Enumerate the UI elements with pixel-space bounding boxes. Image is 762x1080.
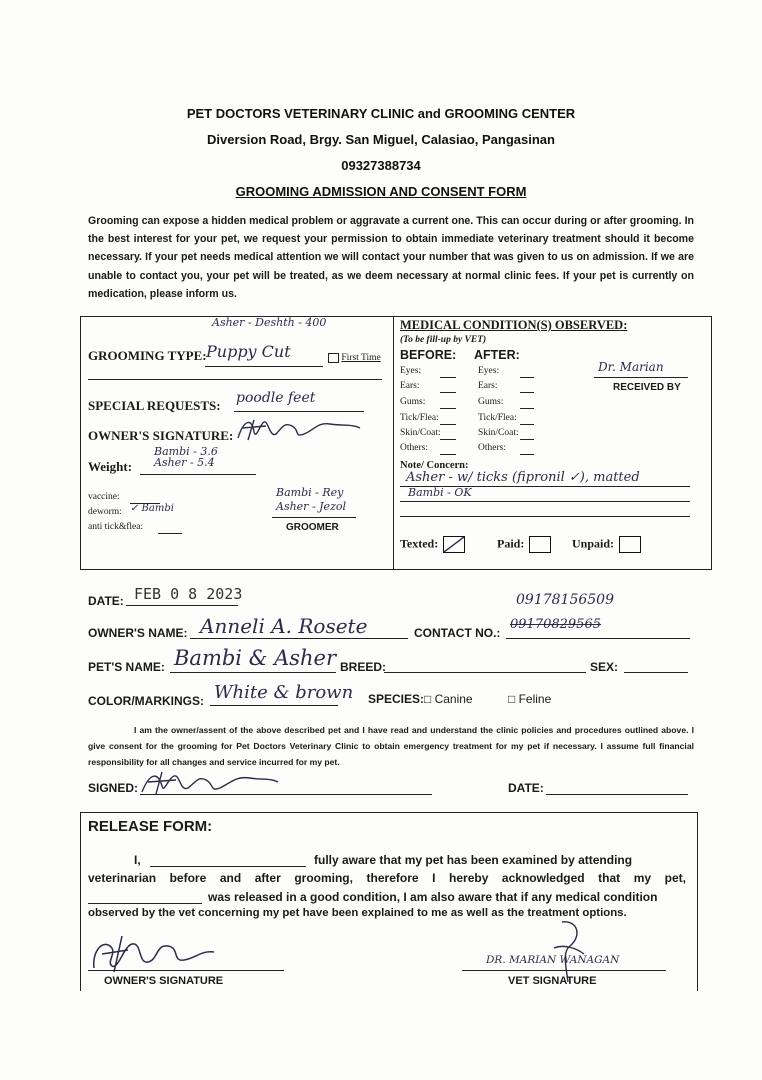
species-label: SPECIES: (368, 692, 425, 706)
clinic-phone: 09327388734 (341, 158, 421, 173)
special-requests-label: SPECIAL REQUESTS: (88, 398, 221, 413)
contact-value[interactable]: 09178156509 (516, 592, 614, 608)
deworm-value: ✓ Bambi (130, 503, 174, 514)
medical-title: MEDICAL CONDITION(S) OBSERVED: (400, 318, 628, 332)
owner-release-sig-line (88, 970, 284, 971)
signed-date-label: DATE: (508, 781, 544, 795)
after-item: Gums: (478, 397, 504, 407)
before-label: BEFORE: (400, 348, 457, 362)
groomer-label: GROOMER (286, 522, 339, 533)
note-line1: Asher - w/ ticks (fipronil ✓), matted (406, 470, 640, 485)
vet-sig-line (462, 970, 666, 971)
grooming-type-line (205, 366, 323, 367)
after-item-line[interactable] (520, 377, 534, 378)
release-text-3: was released in a good condition, I am also aware that if any medical condition (208, 890, 658, 904)
weight-asher: Asher - 5.4 (154, 456, 215, 469)
after-item-line[interactable] (520, 392, 534, 393)
contact-line (506, 638, 690, 639)
weight-line (140, 474, 256, 475)
grooming-extra-line (88, 379, 382, 380)
before-item: Eyes: (400, 366, 422, 376)
signed-line (140, 794, 432, 795)
after-item: Tick/Flea: (478, 413, 517, 423)
contact-struck-value: 09170829565 (510, 617, 601, 632)
owner-release-sig-label: OWNER'S SIGNATURE (104, 975, 224, 987)
sex-line (624, 672, 688, 673)
breed-line (384, 672, 586, 673)
color-label: COLOR/MARKINGS: (88, 694, 204, 708)
sex-label: SEX: (590, 660, 619, 674)
top-handwritten-note: Asher - Deshth - 400 (212, 316, 327, 329)
release-pet-line (88, 903, 202, 904)
color-value[interactable]: White & brown (214, 682, 354, 703)
release-text-4: observed by the vet concerning my pet have been explained to me as well as the treatment options. (88, 907, 627, 919)
vet-name-release: DR. MARIAN WANAGAN (486, 954, 620, 966)
box-divider (393, 316, 394, 569)
after-item: Others: (478, 443, 506, 453)
owner-name-label: OWNER'S NAME: (88, 626, 188, 640)
after-item: Skin/Coat: (478, 428, 519, 438)
owner-signature-top (234, 414, 364, 444)
paid-label: Paid: (497, 536, 525, 551)
pet-name-line (170, 672, 336, 673)
after-item-line[interactable] (520, 424, 534, 425)
clinic-address: Diversion Road, Brgy. San Miguel, Calasiao, Pangasinan (207, 132, 555, 147)
note-line2: Bambi - OK (408, 486, 472, 499)
after-item: Ears: (478, 381, 498, 391)
vaccine-label: vaccine: (88, 492, 120, 502)
before-item: Tick/Flea: (400, 413, 439, 423)
first-time-checkbox[interactable] (328, 353, 339, 363)
unpaid-label: Unpaid: (572, 536, 615, 551)
consent-paragraph: I am the owner/assent of the above described pet and I have read and understand the clinic policies and procedures outlined above. I give consent for the grooming for Pet Doctors Veterinary Clinic to obtain emergency treatment for my pet if necessary. I assume full financial responsibility for all changes and service incurred for my pet. (88, 725, 694, 767)
after-label: AFTER: (474, 348, 520, 362)
after-item: Eyes: (478, 366, 500, 376)
grooming-type-value[interactable]: Puppy Cut (206, 342, 291, 361)
grooming-type-label: GROOMING TYPE: (88, 348, 207, 363)
pet-name-value[interactable]: Bambi & Asher (174, 646, 337, 670)
vet-name-top: Dr. Marian (598, 360, 664, 374)
note-rule-2 (400, 501, 690, 502)
owner-name-value[interactable]: Anneli A. Rosete (200, 614, 368, 638)
anti-tick-label: anti tick&flea: (88, 522, 144, 532)
release-i-label: I, (134, 853, 141, 867)
special-requests-value[interactable]: poodle feet (236, 390, 316, 406)
before-item-line[interactable] (440, 454, 456, 455)
medical-subtitle: (To be fill-up by VET) (400, 335, 487, 345)
before-item-line[interactable] (440, 424, 456, 425)
release-text-1: fully aware that my pet has been examined by attending (314, 853, 633, 867)
feline-option[interactable]: □ Feline (508, 692, 552, 706)
color-line (210, 705, 338, 706)
paid-checkbox[interactable] (529, 536, 551, 553)
signed-label: SIGNED: (88, 781, 139, 795)
contact-label: CONTACT NO.: (414, 626, 501, 640)
signed-date-line (546, 794, 688, 795)
paid-option[interactable] (497, 536, 551, 553)
note-label: Note/ Concern: (400, 460, 469, 471)
special-requests-line (234, 411, 364, 412)
before-item: Ears: (400, 381, 420, 391)
after-item-line[interactable] (520, 408, 534, 409)
texted-check-mark (444, 537, 464, 552)
pet-name-label: PET'S NAME: (88, 660, 165, 674)
received-by-line (594, 377, 688, 378)
date-line (126, 605, 238, 606)
note-rule-3 (400, 516, 690, 517)
form-title: GROOMING ADMISSION AND CONSENT FORM (235, 184, 527, 199)
before-item-line[interactable] (440, 408, 456, 409)
before-item: Others: (400, 443, 428, 453)
first-time-option[interactable] (328, 353, 381, 363)
before-item: Gums: (400, 397, 426, 407)
weight-label: Weight: (88, 459, 133, 474)
after-item-line[interactable] (520, 454, 534, 455)
received-by-label: RECEIVED BY (613, 382, 681, 393)
texted-checkbox[interactable] (443, 536, 465, 553)
clinic-name: PET DOCTORS VETERINARY CLINIC and GROOMING CENTER (186, 106, 576, 121)
owner-release-signature (88, 932, 218, 974)
vet-sig-label: VET SIGNATURE (508, 975, 597, 987)
owner-name-line (190, 638, 408, 639)
canine-option[interactable]: □ Canine (424, 692, 473, 706)
date-stamp[interactable]: FEB 0 8 2023 (134, 585, 243, 603)
date-label: DATE: (88, 594, 124, 608)
release-title: RELEASE FORM: (88, 818, 213, 835)
unpaid-checkbox[interactable] (619, 536, 641, 553)
breed-label: BREED: (340, 660, 387, 674)
weight-bambi: Bambi - 3.6 (154, 445, 218, 458)
texted-option[interactable] (400, 536, 465, 553)
groomer-line (272, 517, 356, 518)
before-item-line[interactable] (440, 377, 456, 378)
unpaid-option[interactable] (572, 536, 641, 553)
groomer-asher: Asher - Jezol (276, 500, 347, 513)
texted-label: Texted: (400, 536, 439, 551)
first-time-label: First Time (341, 353, 381, 364)
groomer-bambi: Bambi - Rey (276, 486, 344, 499)
before-item-line[interactable] (440, 392, 456, 393)
before-item-line[interactable] (440, 439, 456, 440)
intro-paragraph: Grooming can expose a hidden medical problem or aggravate a current one. This can occur during or after grooming. In the best interest for your pet, we request your permission to obtain immediate veterinary treatment should it become necessary. If your pet needs medical attention we will contact your number that was given to us on admission. If we are unable to contact you, your pet will be treated, as we deem necessary at normal clinic fees. If your pet is currently on medication, please inform us. (88, 215, 694, 300)
before-item: Skin/Coat: (400, 428, 441, 438)
release-name-line (150, 866, 306, 867)
owner-signature-label: OWNER'S SIGNATURE: (88, 428, 234, 443)
after-item-line[interactable] (520, 439, 534, 440)
deworm-label: deworm: (88, 507, 122, 517)
anti-tick-line (158, 533, 182, 534)
release-text-2: veterinarian before and after grooming, therefore I hereby acknowledged that my pet, (88, 871, 686, 885)
